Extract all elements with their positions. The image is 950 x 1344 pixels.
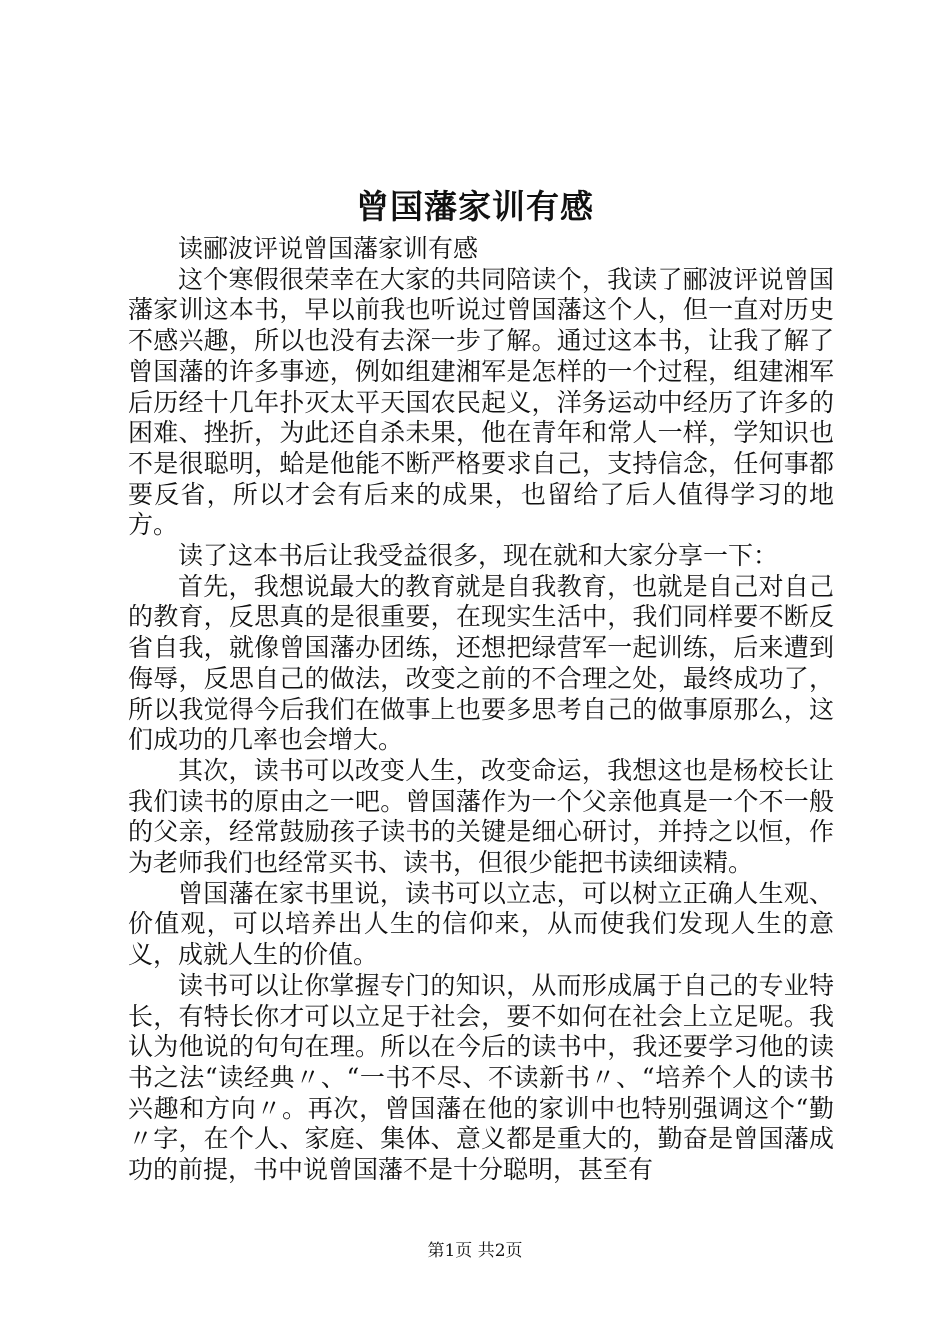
paragraph-subtitle: 读郦波评说曾国藩家训有感 (178, 234, 479, 263)
paragraph: 读书可以让你掌握专门的知识，从而形成属于自己的专业特长，有特长你才可以立足于社会，要不如何在社会上立足呢。我认为他说的句句在理。所以在今后的读书中，我还要学习他的读书之法“读经典〃、“一书不尽、不读新书〃、“培养个人的读书兴趣和方向〃。再次，曾国藩在他的家训中也特别强调这个“勤〃字，在个人、家庭、集体、意义都是重大的，勤奋是曾国藩成功的前提，书中说曾国藩不是十分聪明，甚至有 (128, 970, 834, 1185)
document-body (128, 234, 834, 1186)
paragraph: 首先，我想说最大的教育就是自我教育，也就是自己对自己的教育，反思真的是很重要，在现实生活中，我们同样要不断反省自我，就像曾国藩办团练，还想把绿营军一起训练，后来遭到侮辱，反思自己的做法，改变之前的不合理之处，最终成功了，所以我觉得今后我们在做事上也要多思考自己的做事原那么，这们成功的几率也会增大。 (128, 571, 834, 755)
paragraph: 这个寒假很荣幸在大家的共同陪读个，我读了郦波评说曾国藩家训这本书，早以前我也听说过曾国藩这个人，但一直对历史不感兴趣，所以也没有去深一步了解。通过这本书，让我了解了曾国藩的许多事迹，例如组建湘军是怎样的一个过程，组建湘军后历经十几年扑灭太平天国农民起义，洋务运动中经历了许多的困难、挫折，为此还自杀未果，他在青年和常人一样，学知识也不是很聪明，蛤是他能不断严格要求自己，支持信念，任何事都要反省，所以才会有后来的成果，也留给了后人值得学习的地方。 (128, 264, 834, 540)
document-title: 曾国藩家训有感 (356, 187, 594, 226)
page-footer: 第1页 共2页 (427, 1241, 523, 1261)
paragraph: 曾国藩在家书里说，读书可以立志，可以树立正确人生观、价值观，可以培养出人生的信仰来，从而使我们发现人生的意义，成就人生的价值。 (128, 878, 834, 970)
paragraph: 其次，读书可以改变人生，改变命运，我想这也是杨校长让我们读书的原由之一吧。曾国藩作为一个父亲他真是一个不一般的父亲，经常鼓励孩子读书的关键是细心研讨，并持之以恒，作为老师我们也经常买书、读书，但很少能把书读细读精。 (128, 755, 834, 878)
paragraph: 读了这本书后让我受益很多，现在就和大家分享一下： (178, 541, 779, 571)
